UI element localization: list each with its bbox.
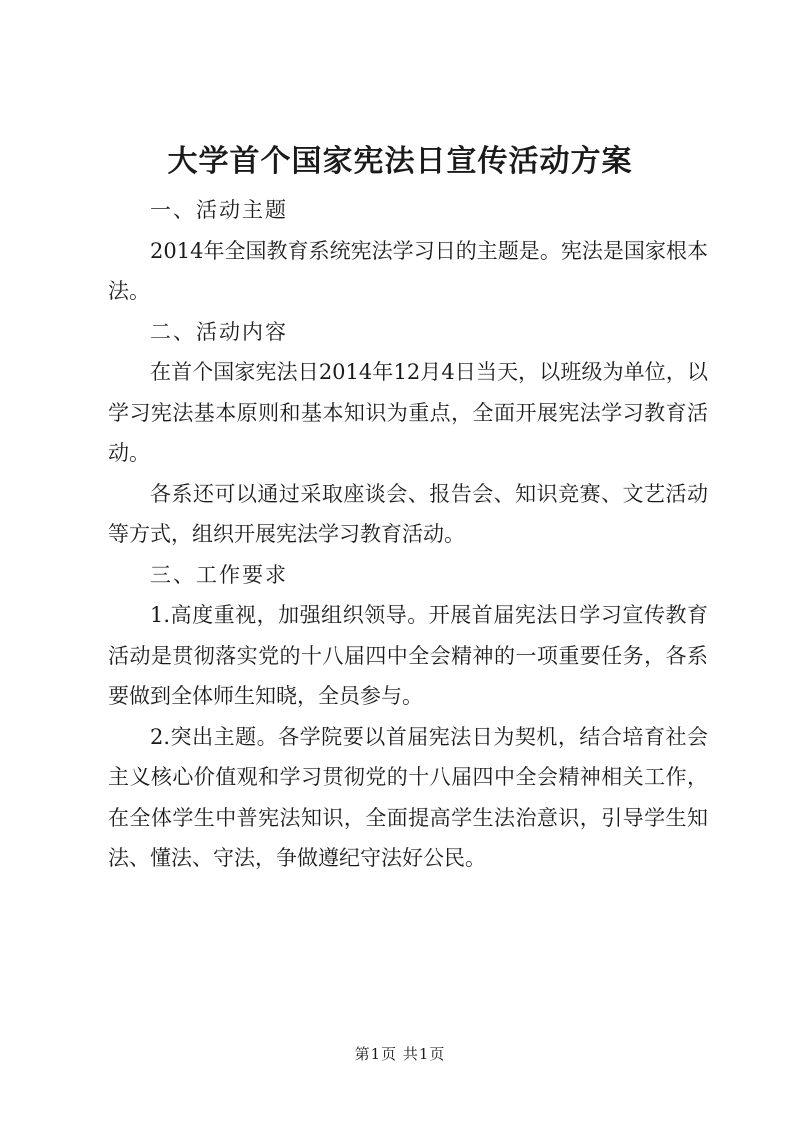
paragraph-content-1: 在首个国家宪法日2014年12月4日当天，以班级为单位，以学习宪法基本原则和基本知识为重点，全面开展宪法学习教育活动。	[108, 360, 708, 465]
paragraph-theme: 2014年全国教育系统宪法学习日的主题是。宪法是国家根本法。	[108, 238, 708, 303]
paragraph-requirement-2: 2.突出主题。各学院要以首届宪法日为契机，结合培育社会主义核心价值观和学习贯彻党的十八届四中全会精神相关工作，在全体学生中普宪法知识，全面提高学生法治意识，引导学生知法、懂法、守法，争做遵纪守法好公民。	[108, 724, 708, 870]
paragraph-requirement-1: 1.高度重视，加强组织领导。开展首届宪法日学习宣传教育活动是贯彻落实党的十八届四中全会精神的一项重要任务，各系要做到全体师生知晓，全员参与。	[108, 603, 708, 708]
section-heading-requirements: 三、工作要求	[150, 562, 288, 587]
document-body	[108, 190, 708, 879]
paragraph-content-2: 各系还可以通过采取座谈会、报告会、知识竞赛、文艺活动等方式，组织开展宪法学习教育活动。	[108, 481, 708, 546]
section-heading-content: 二、活动内容	[150, 319, 288, 344]
document-title: 大学首个国家宪法日宣传活动方案	[167, 144, 633, 179]
section-heading-theme: 一、活动主题	[150, 198, 288, 222]
page-footer: 第1页 共1页	[354, 1045, 446, 1063]
